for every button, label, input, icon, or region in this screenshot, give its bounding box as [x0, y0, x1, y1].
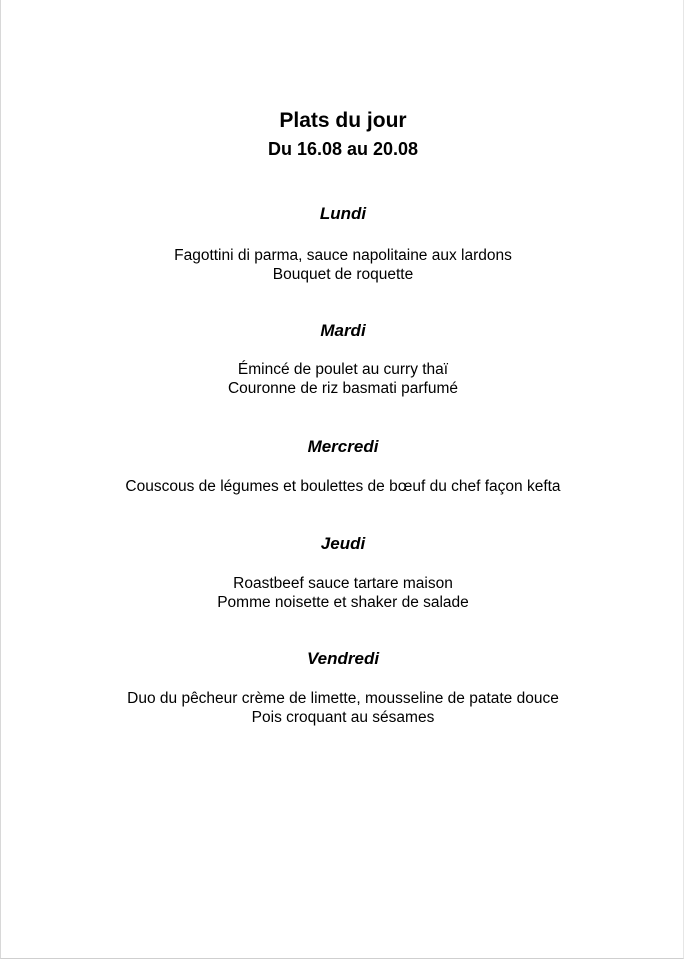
dish-mardi-1: Émincé de poulet au curry thaï [237, 361, 449, 378]
dish-vendredi-1: Duo du pêcheur crème de limette, mousseline de patate douce [127, 690, 559, 707]
dish-jeudi-2: Pomme noisette et shaker de salade [217, 594, 469, 611]
page-title: Plats du jour [279, 109, 407, 132]
dish-vendredi-2: Pois croquant au sésames [251, 709, 435, 726]
day-heading-jeudi: Jeudi [320, 534, 366, 553]
day-heading-mercredi: Mercredi [307, 437, 379, 456]
dish-mardi-2: Couronne de riz basmati parfumé [227, 380, 459, 397]
dish-lundi-2: Bouquet de roquette [272, 266, 414, 283]
day-heading-mardi: Mardi [320, 321, 366, 340]
dish-mercredi-1: Couscous de légumes et boulettes de bœuf du chef façon kefta [125, 478, 561, 495]
dish-jeudi-1: Roastbeef sauce tartare maison [233, 575, 453, 592]
date-range: Du 16.08 au 20.08 [267, 139, 419, 159]
dish-lundi-1: Fagottini di parma, sauce napolitaine aux lardons [174, 247, 512, 264]
day-heading-vendredi: Vendredi [306, 649, 380, 668]
day-heading-lundi: Lundi [319, 204, 367, 223]
